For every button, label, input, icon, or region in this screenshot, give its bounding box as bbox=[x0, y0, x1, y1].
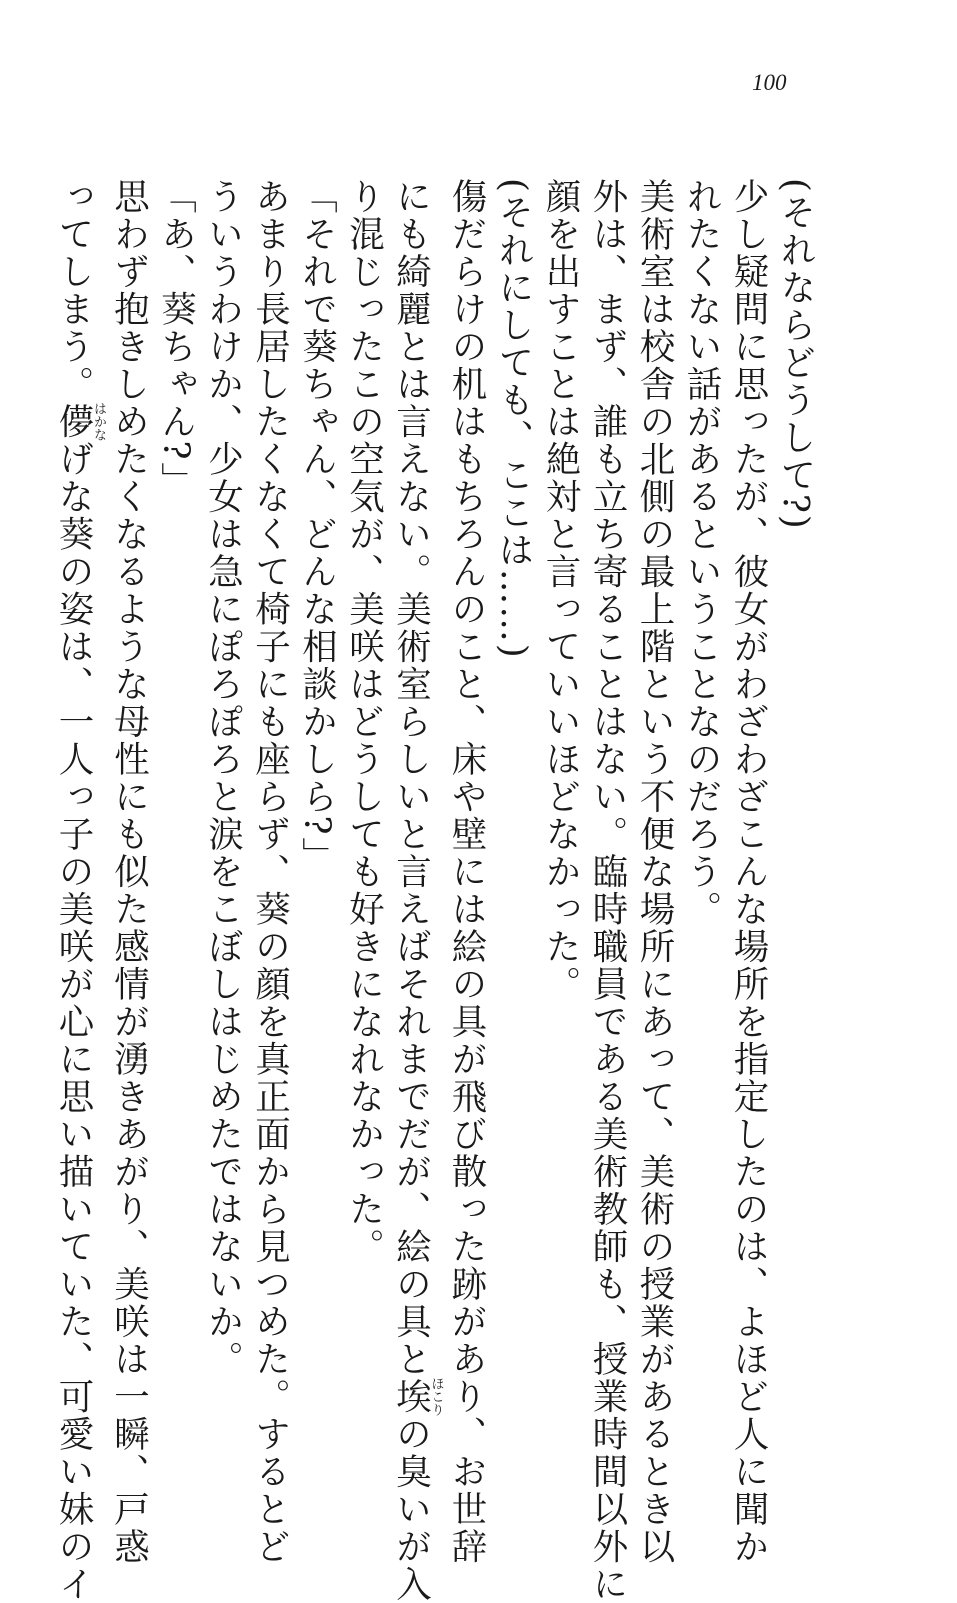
text-line: ういうわけか、少女は急にぽろぽろと涙をこぼしはじめたではないか。 bbox=[200, 178, 247, 1288]
ruby-word bbox=[391, 1378, 432, 1416]
ruby-base: 儚 bbox=[53, 402, 94, 441]
body-text bbox=[50, 178, 819, 1288]
ruby-reading: ほこり bbox=[429, 1377, 444, 1416]
text-line: 少し疑問に思ったが、彼女がわざわざこんな場所を指定したのは、よほど人に聞か bbox=[725, 178, 772, 1288]
text-line-with-ruby bbox=[388, 178, 444, 1288]
text-line: あまり長居したくなくて椅子にも座らず、葵の顔を真正面から見つめた。するとど bbox=[247, 178, 294, 1288]
text-segment: の臭いが入 bbox=[391, 1416, 432, 1603]
text-line: 思わず抱きしめたくなるような母性にも似た感情が湧きあがり、美咲は一瞬、戸惑 bbox=[106, 178, 153, 1288]
text-line-with-ruby bbox=[50, 178, 106, 1288]
page-number: 100 bbox=[752, 70, 812, 96]
text-line: 顔を出すことは絶対と言っていいほどなかった。 bbox=[537, 178, 584, 1288]
text-line: 「あ、葵ちゃん?」 bbox=[153, 178, 200, 1288]
text-line: (それにしても、ここは……) bbox=[490, 178, 537, 1288]
text-line: れたくない話があるということなのだろう。 bbox=[678, 178, 725, 1288]
text-line: 美術室は校舎の北側の最上階という不便な場所にあって、美術の授業があるとき以 bbox=[631, 178, 678, 1288]
ruby-base: 埃 bbox=[391, 1377, 432, 1416]
ruby-word bbox=[53, 403, 94, 441]
text-line: 傷だらけの机はもちろんのこと、床や壁には絵の具が飛び散った跡があり、お世辞 bbox=[443, 178, 490, 1288]
text-line: り混じったこの空気が、美咲はどうしても好きになれなかった。 bbox=[341, 178, 388, 1288]
text-line: 「それで葵ちゃん、どんな相談かしら?」 bbox=[294, 178, 341, 1288]
ruby-reading: はかな bbox=[91, 402, 106, 441]
text-segment: にも綺麗とは言えない。美術室らしいと言えばそれまでだが、絵の具と bbox=[391, 178, 432, 1378]
text-segment: げな葵の姿は、一人っ子の美咲が心に思い描いていた、可愛い妹のイ bbox=[53, 441, 94, 1603]
text-line: 外は、まず、誰も立ち寄ることはない。臨時職員である美術教師も、授業時間以外に bbox=[584, 178, 631, 1288]
text-segment: ってしまう。 bbox=[53, 178, 94, 403]
text-line: (それならどうして?) bbox=[772, 178, 819, 1288]
